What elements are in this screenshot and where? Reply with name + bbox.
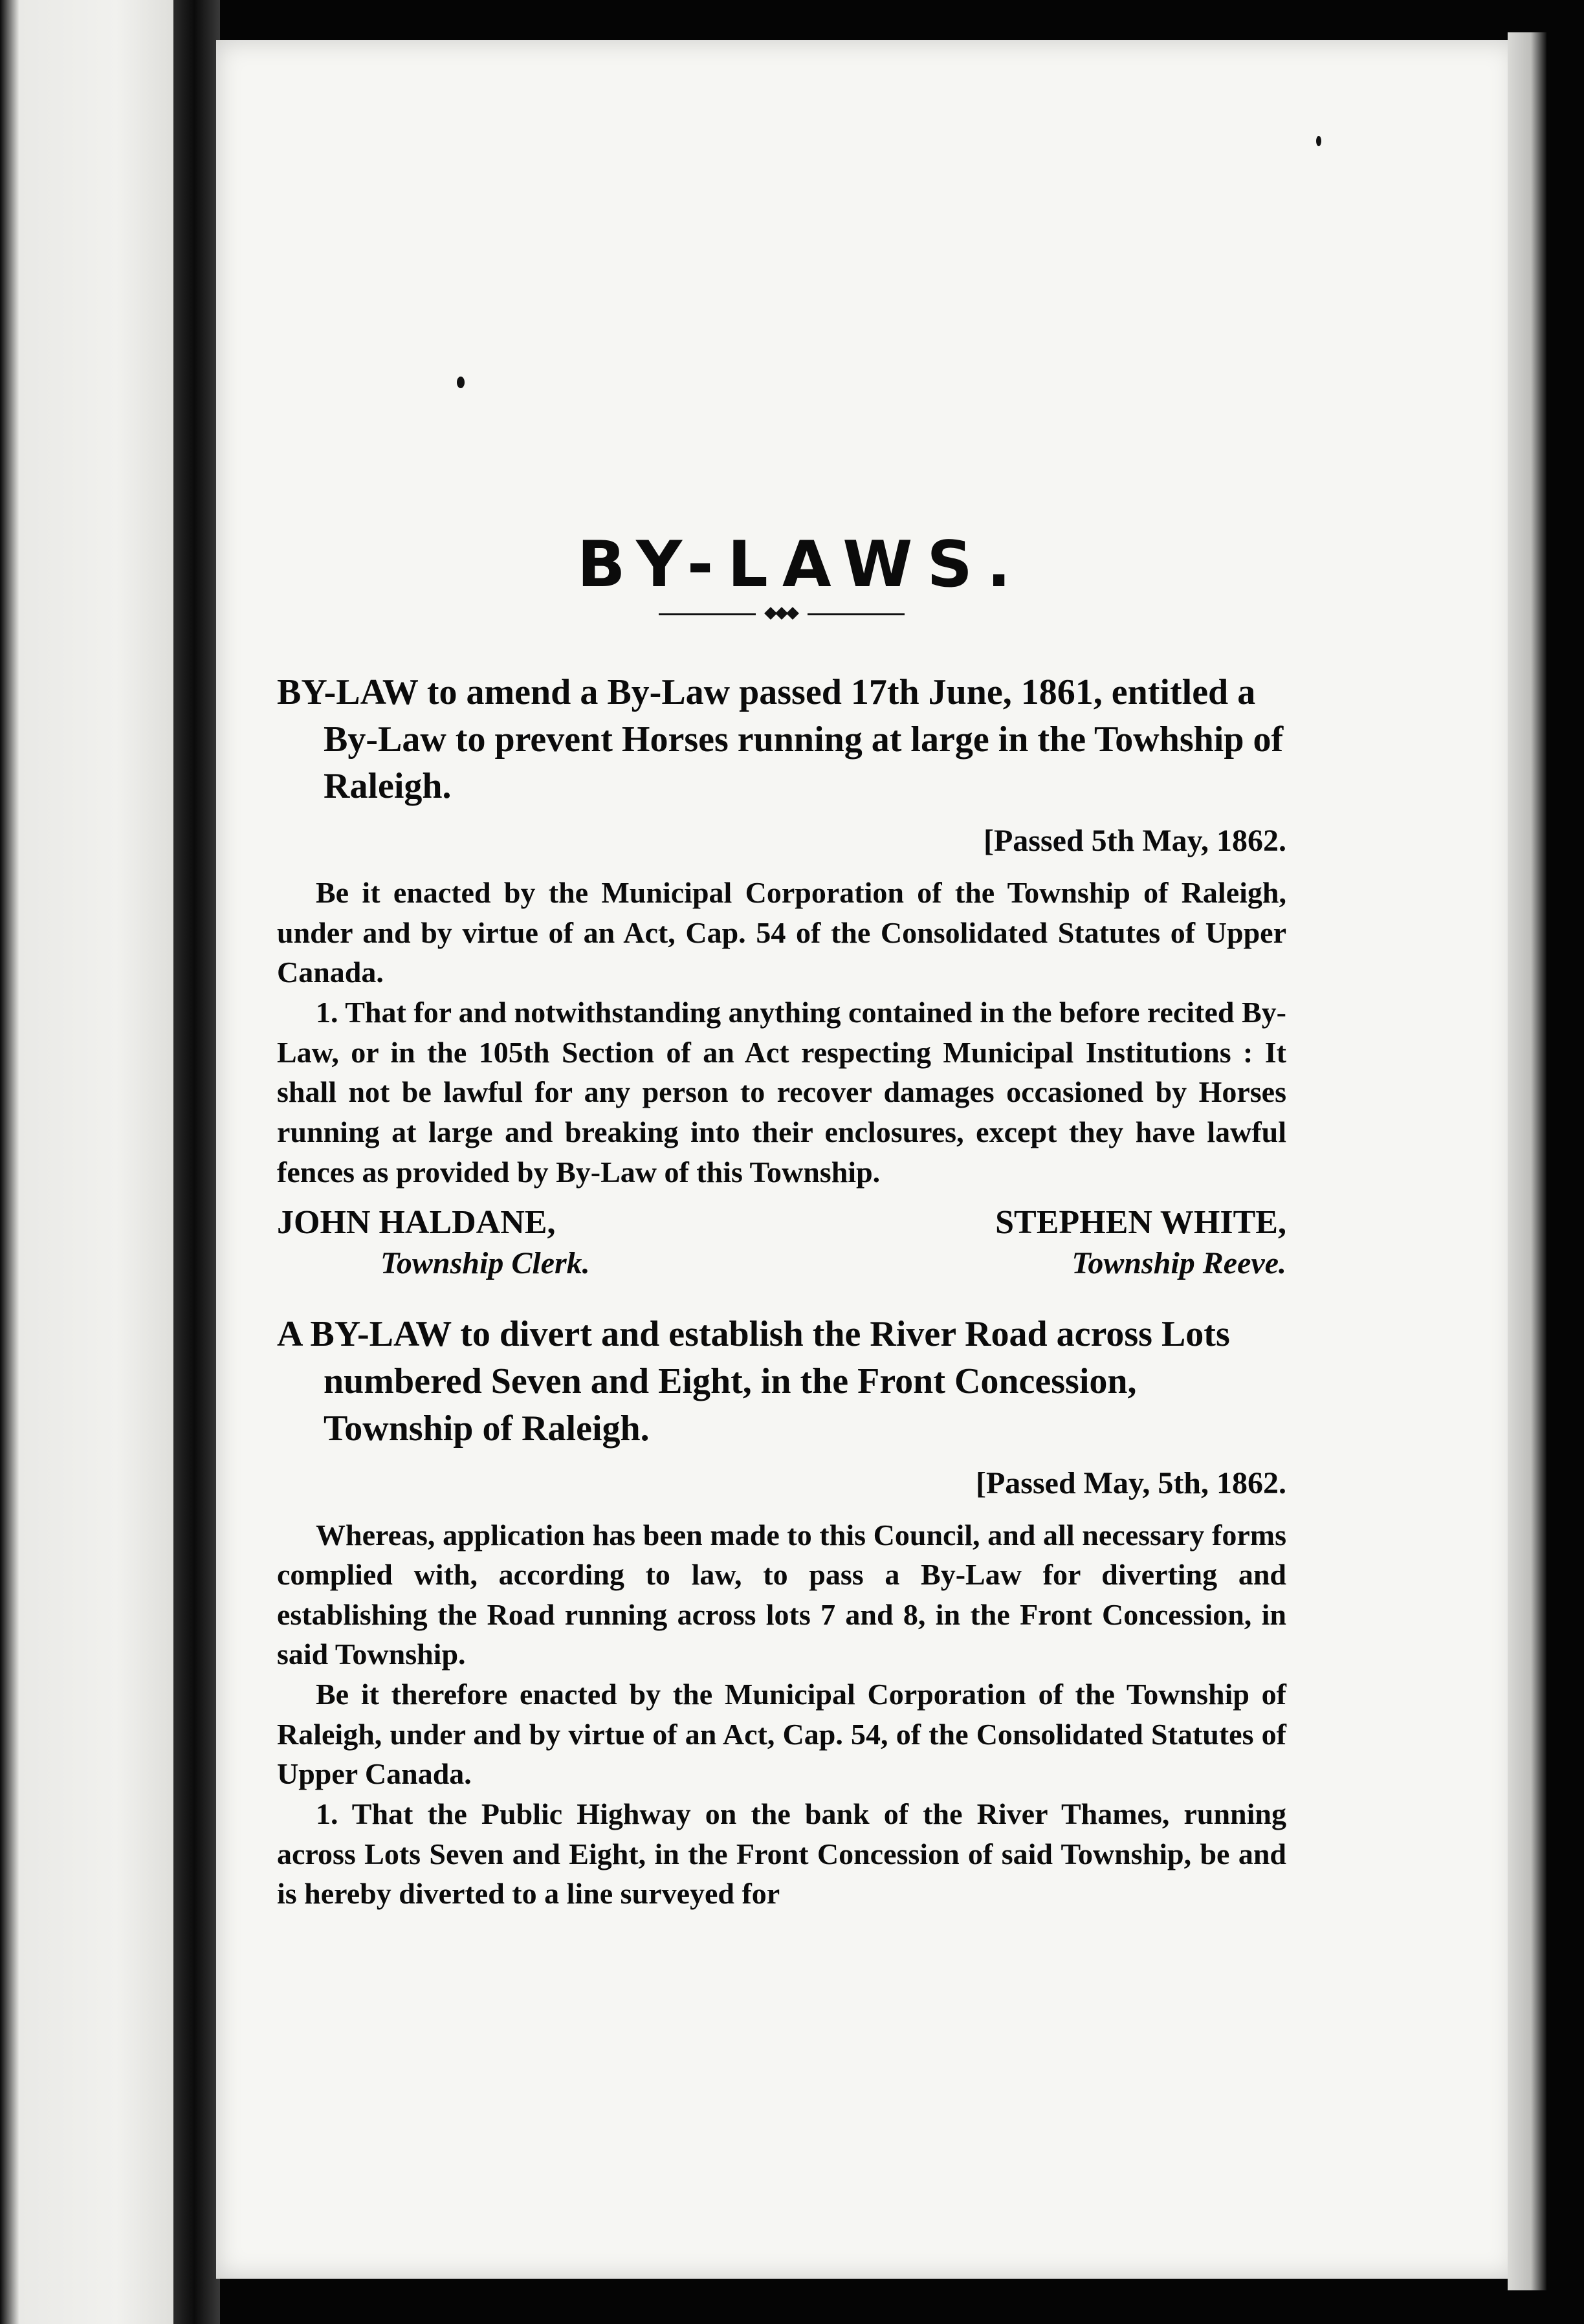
title-ornament bbox=[646, 604, 918, 624]
reeve-title: Township Reeve. bbox=[1072, 1246, 1286, 1281]
bylaw-paragraph: 1. That the Public Highway on the bank of the River Thames, running across Lots Seven and Eight, in the Front Concession of said Township, be and is hereby diverted to a line surveyed for bbox=[277, 1797, 1286, 1911]
ornament-diamond bbox=[786, 607, 799, 620]
bylaw-section bbox=[277, 1311, 1286, 1914]
book-gutter bbox=[173, 0, 220, 2324]
signature-titles bbox=[277, 1242, 1286, 1281]
ornament-line-right bbox=[808, 613, 905, 615]
bylaw-section bbox=[277, 669, 1286, 1281]
ink-speck bbox=[457, 377, 465, 388]
reeve-name: STEPHEN WHITE, bbox=[995, 1204, 1286, 1242]
bylaw-heading: A BY-LAW to divert and establish the River Road across Lots numbered Seven and Eight, in the Front Concession, Township of Raleigh. bbox=[277, 1314, 1230, 1449]
page-title: BY-LAWS. bbox=[577, 528, 1026, 602]
ink-speck bbox=[1316, 136, 1321, 146]
passed-date: [Passed 5th May, 1862. bbox=[984, 824, 1286, 859]
bylaw-paragraph: Whereas, application has been made to this Council, and all necessary forms complied with, according to law, to pass a By-Law for diverting and establishing the Road running across lots 7 and 8, in the Front Concession, in said Township. bbox=[277, 1518, 1286, 1671]
bylaw-paragraph: 1. That for and notwithstanding anything contained in the before recited By-Law, or in the 105th Section of an Act respecting Municipal Institutions : It shall not be lawful for any person to recover damages occasioned by Horses running at large and breaking into their enclosures, except they have lawful fences as provided by By-Law of this Township. bbox=[277, 996, 1286, 1189]
signature-names bbox=[277, 1203, 1286, 1242]
left-page-edge bbox=[0, 0, 194, 2324]
bylaw-paragraph: Be it enacted by the Municipal Corporation of the Township of Raleigh, under and by virtue of an Act, Cap. 54 of the Consolidated Statutes of Upper Canada. bbox=[277, 876, 1286, 989]
clerk-name: JOHN HALDANE, bbox=[277, 1204, 556, 1242]
ornament-line-left bbox=[659, 613, 756, 615]
right-page-edge bbox=[1508, 32, 1546, 2290]
document-body bbox=[277, 528, 1286, 1914]
clerk-title: Township Clerk. bbox=[380, 1246, 590, 1281]
bylaw-heading: BY-LAW to amend a By-Law passed 17th June, 1861, entitled a By-Law to prevent Horses running at large in the Towhship of Raleigh. bbox=[277, 672, 1284, 807]
bylaw-paragraph: Be it therefore enacted by the Municipal Corporation of the Township of Raleigh, under and by virtue of an Act, Cap. 54, of the Consolidated Statutes of Upper Canada. bbox=[277, 1678, 1286, 1791]
passed-date: [Passed May, 5th, 1862. bbox=[976, 1465, 1286, 1500]
